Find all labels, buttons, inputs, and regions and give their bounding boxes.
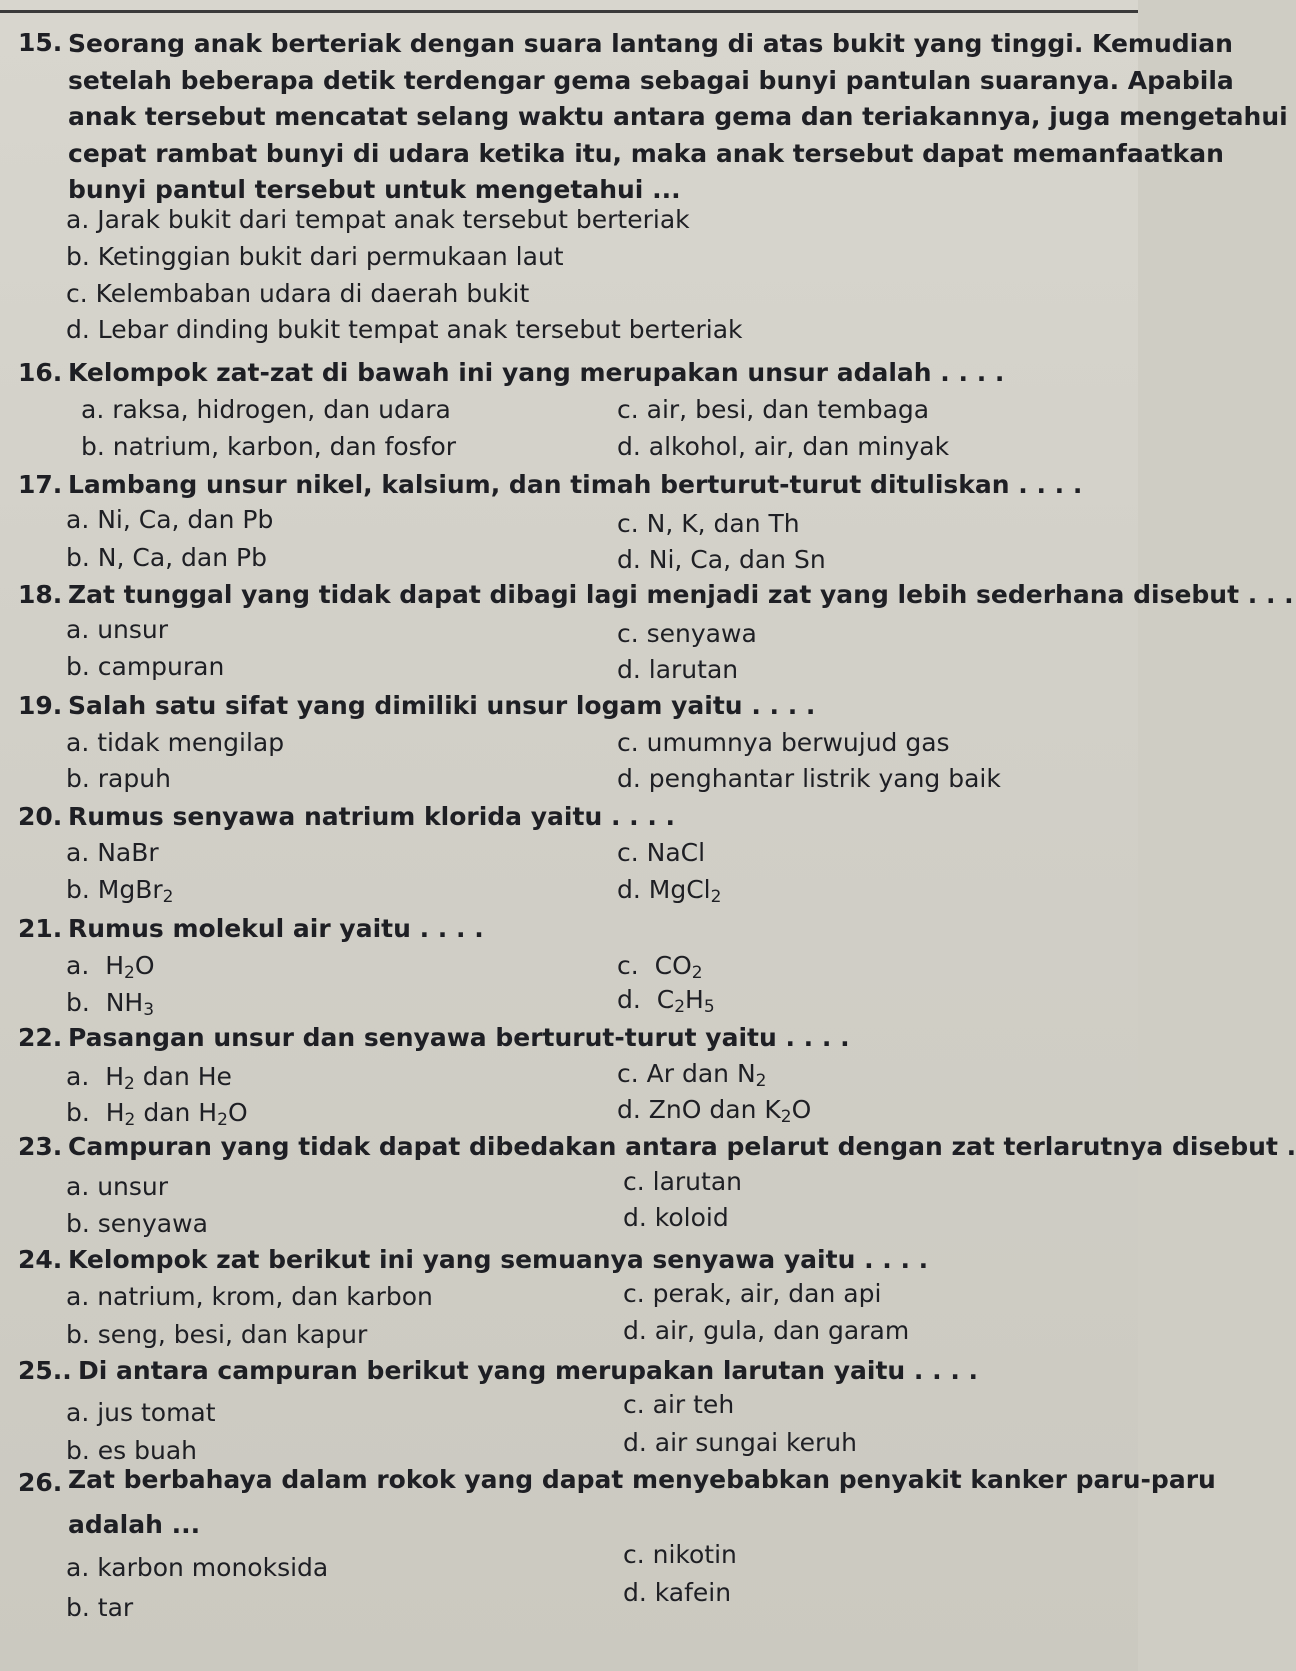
- question-text: Rumus molekul air yaitu . . . .: [68, 914, 484, 943]
- option-d: d. penghantar listrik yang baik: [617, 764, 1001, 793]
- option-a: a. jus tomat: [66, 1398, 216, 1427]
- question-line: bunyi pantul tersebut untuk mengetahui ...: [68, 175, 681, 204]
- option-b: b. rapuh: [66, 764, 171, 793]
- option-a: a. unsur: [66, 615, 169, 644]
- question-text: Salah satu sifat yang dimiliki unsur logam yaitu . . . .: [68, 691, 816, 720]
- option-c: c. senyawa: [617, 619, 757, 648]
- question-line: anak tersebut mencatat selang waktu antara gema dan teriakannya, juga mengetahui: [68, 102, 1288, 131]
- option-b: b. N, Ca, dan Pb: [66, 543, 267, 572]
- option-d: d. $C_2H_5$: [617, 985, 715, 1017]
- option-a: a. raksa, hidrogen, dan udara: [81, 395, 451, 424]
- option-a: a. karbon monoksida: [66, 1553, 329, 1582]
- option-d: d. ZnO dan $K_2O$: [617, 1095, 812, 1127]
- option-a: a. unsur: [66, 1172, 169, 1201]
- question-number: 17.: [18, 470, 63, 499]
- option-d: d. Lebar dinding bukit tempat anak tersebut berteriak: [66, 315, 743, 344]
- question-number: 18.: [18, 580, 63, 609]
- option-a: a. $H_2$ dan He: [66, 1062, 232, 1094]
- option-a: a. $H_2O$: [66, 951, 155, 983]
- question-text: Kelompok zat berikut ini yang semuanya senyawa yaitu . . . .: [68, 1245, 929, 1274]
- option-a: a. natrium, krom, dan karbon: [66, 1282, 433, 1311]
- question-number: 15.: [18, 28, 63, 57]
- question-line: Seorang anak berteriak dengan suara lantang di atas bukit yang tinggi. Kemudian: [68, 29, 1233, 58]
- question-line: cepat rambat bunyi di udara ketika itu, maka anak tersebut dapat memanfaatkan: [68, 138, 1224, 168]
- question-number: 20.: [18, 802, 63, 831]
- question-number: 25..: [18, 1356, 72, 1385]
- question-text: Zat tunggal yang tidak dapat dibagi lagi menjadi zat yang lebih sederhana disebut . . .: [68, 580, 1294, 609]
- option-b: b. $NH_3$: [66, 988, 155, 1020]
- option-b: b. seng, besi, dan kapur: [66, 1320, 368, 1349]
- question-text: Di antara campuran berikut yang merupakan larutan yaitu . . . .: [78, 1356, 979, 1385]
- option-b: b. natrium, karbon, dan fosfor: [81, 432, 457, 461]
- question-line: adalah ...: [68, 1509, 201, 1539]
- option-c: c. larutan: [623, 1167, 742, 1196]
- question-text: Kelompok zat-zat di bawah ini yang merupakan unsur adalah . . . .: [68, 358, 1005, 387]
- question-number: 19.: [18, 691, 63, 720]
- question-number: 22.: [18, 1023, 63, 1052]
- option-b: b. Ketinggian bukit dari permukaan laut: [66, 242, 564, 271]
- option-a: a. Ni, Ca, dan Pb: [66, 505, 274, 534]
- option-a: a. NaBr: [66, 838, 159, 867]
- option-c: c. N, K, dan Th: [617, 509, 800, 538]
- option-c: c. Kelembaban udara di daerah bukit: [66, 279, 530, 308]
- question-number: 23.: [18, 1132, 63, 1161]
- option-c: c. perak, air, dan api: [623, 1279, 882, 1308]
- option-a: a. Jarak bukit dari tempat anak tersebut berteriak: [66, 205, 690, 234]
- question-number: 26.: [18, 1468, 63, 1497]
- option-d: d. air sungai keruh: [623, 1428, 857, 1457]
- option-d: d. koloid: [623, 1203, 729, 1232]
- option-b: b. es buah: [66, 1436, 197, 1465]
- question-text: Campuran yang tidak dapat dibedakan antara pelarut dengan zat terlarutnya disebut .: [68, 1132, 1296, 1161]
- option-c: c. $CO_2$: [617, 951, 703, 983]
- option-d: d. alkohol, air, dan minyak: [617, 432, 950, 461]
- option-d: d. kafein: [623, 1578, 732, 1607]
- option-b: b. tar: [66, 1593, 134, 1622]
- option-c: c. air teh: [623, 1390, 735, 1419]
- option-c: c. umumnya berwujud gas: [617, 728, 950, 757]
- option-c: c. Ar dan $N_2$: [617, 1059, 767, 1091]
- option-c: c. NaCl: [617, 838, 706, 867]
- question-line: Zat berbahaya dalam rokok yang dapat menyebabkan penyakit kanker paru-paru: [68, 1465, 1216, 1494]
- option-d: d. MgCl$_2$: [617, 875, 722, 907]
- question-text: [68, 26, 1288, 209]
- top-rule: [0, 10, 1138, 13]
- option-c: c. air, besi, dan tembaga: [617, 395, 930, 424]
- question-number: 16.: [18, 358, 63, 387]
- question-text: Rumus senyawa natrium klorida yaitu . . . .: [68, 802, 676, 831]
- question-text: [68, 1462, 1216, 1543]
- option-b: b. senyawa: [66, 1209, 208, 1238]
- option-d: d. Ni, Ca, dan Sn: [617, 545, 826, 574]
- question-number: 24.: [18, 1245, 63, 1274]
- option-b: b. campuran: [66, 652, 225, 681]
- option-b: b. $H_2$ dan $H_2O$: [66, 1098, 248, 1130]
- question-text: Pasangan unsur dan senyawa berturut-turut yaitu . . . .: [68, 1023, 850, 1052]
- option-d: d. air, gula, dan garam: [623, 1316, 910, 1345]
- option-d: d. larutan: [617, 655, 739, 684]
- option-b: b. MgBr$_2$: [66, 875, 174, 907]
- question-number: 21.: [18, 914, 63, 943]
- question-text: Lambang unsur nikel, kalsium, dan timah berturut-turut dituliskan . . . .: [68, 470, 1083, 499]
- option-c: c. nikotin: [623, 1540, 737, 1569]
- question-line: setelah beberapa detik terdengar gema sebagai bunyi pantulan suaranya. Apabila: [68, 65, 1234, 95]
- option-a: a. tidak mengilap: [66, 728, 285, 757]
